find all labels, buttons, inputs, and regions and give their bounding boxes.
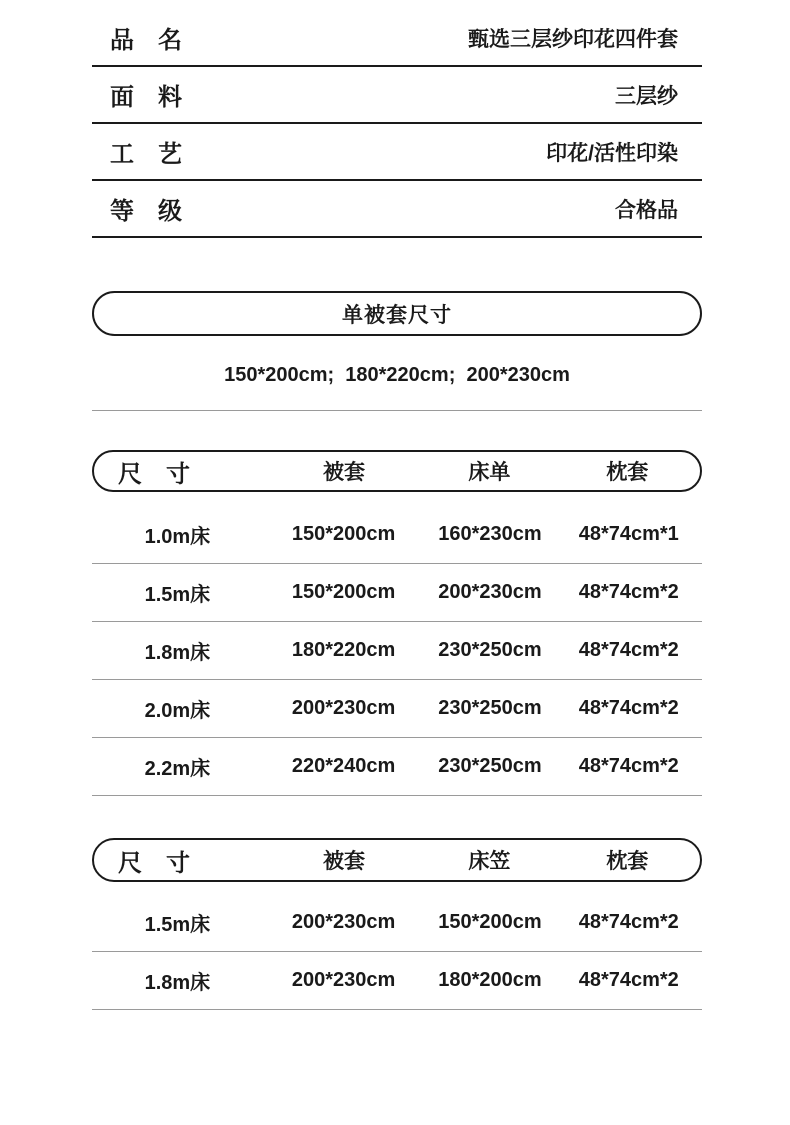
table-cell: 48*74cm*2 — [578, 969, 679, 991]
table-cell: 160*230cm — [438, 523, 542, 545]
spec-row-product-name — [92, 10, 702, 67]
size-table-2-header — [92, 838, 702, 882]
size-table-2-body — [92, 894, 702, 1010]
table-row — [92, 506, 702, 564]
single-duvet-size-values: 150*200cm; 180*220cm; 200*230cm — [92, 336, 702, 411]
table-cell: 48*74cm*2 — [578, 697, 679, 719]
spec-label: 等 级 — [110, 198, 182, 225]
table-cell: 48*74cm*2 — [578, 581, 679, 603]
size-table-1-header-size: 尺 寸 — [118, 460, 190, 488]
table-cell: 48*74cm*2 — [578, 639, 679, 661]
table-cell: 200*230cm — [291, 911, 396, 933]
table-cell: 1.8m床 — [144, 972, 211, 994]
table-cell: 150*200cm — [291, 523, 396, 545]
spec-row-grade — [92, 181, 702, 238]
size-table-1-header-flat-sheet: 床单 — [468, 461, 511, 484]
table-row — [92, 738, 702, 796]
table-cell: 200*230cm — [291, 969, 396, 991]
table-row — [92, 622, 702, 680]
spec-label: 面 料 — [110, 84, 182, 111]
table-cell: 180*200cm — [438, 969, 542, 991]
spec-value: 三层纱 — [615, 84, 678, 108]
table-row — [92, 894, 702, 952]
spec-label: 品 名 — [110, 27, 182, 54]
table-cell: 48*74cm*2 — [578, 755, 679, 777]
size-table-2-header-pillowcase: 枕套 — [606, 850, 649, 873]
table-cell: 150*200cm — [291, 581, 396, 603]
spec-value: 合格品 — [615, 198, 678, 222]
table-row — [92, 680, 702, 738]
spec-value: 印花/活性印染 — [546, 141, 678, 165]
table-cell: 48*74cm*1 — [578, 523, 679, 545]
product-spec-sheet — [92, 0, 702, 1010]
size-table-1-header-pillowcase: 枕套 — [606, 461, 649, 484]
table-cell: 200*230cm — [291, 697, 396, 719]
size-table-2-header-fitted-sheet: 床笠 — [468, 850, 511, 873]
table-row — [92, 564, 702, 622]
table-cell: 2.2m床 — [144, 758, 211, 780]
size-table-1-header — [92, 450, 702, 492]
table-cell: 230*250cm — [438, 755, 542, 777]
table-cell: 200*230cm — [438, 581, 542, 603]
spec-row-fabric — [92, 67, 702, 124]
size-table-1-body — [92, 506, 702, 796]
table-cell: 48*74cm*2 — [578, 911, 679, 933]
table-cell: 1.5m床 — [144, 584, 211, 606]
table-cell: 180*220cm — [291, 639, 396, 661]
spec-value: 甄选三层纱印花四件套 — [468, 27, 678, 51]
spec-row-craft — [92, 124, 702, 181]
table-cell: 1.0m床 — [144, 526, 211, 548]
table-cell: 1.8m床 — [144, 642, 211, 664]
table-cell: 2.0m床 — [144, 700, 211, 722]
table-cell: 220*240cm — [291, 755, 396, 777]
single-duvet-size-title: 单被套尺寸 — [92, 291, 702, 336]
spec-list — [92, 10, 702, 238]
table-row — [92, 952, 702, 1010]
table-cell: 230*250cm — [438, 639, 542, 661]
size-table-2-header-size: 尺 寸 — [118, 849, 190, 877]
spec-label: 工 艺 — [110, 141, 182, 168]
size-table-1-header-duvet-cover: 被套 — [322, 461, 365, 484]
table-cell: 150*200cm — [438, 911, 542, 933]
table-cell: 230*250cm — [438, 697, 542, 719]
size-table-2-header-duvet-cover: 被套 — [322, 850, 365, 873]
table-cell: 1.5m床 — [144, 914, 211, 936]
